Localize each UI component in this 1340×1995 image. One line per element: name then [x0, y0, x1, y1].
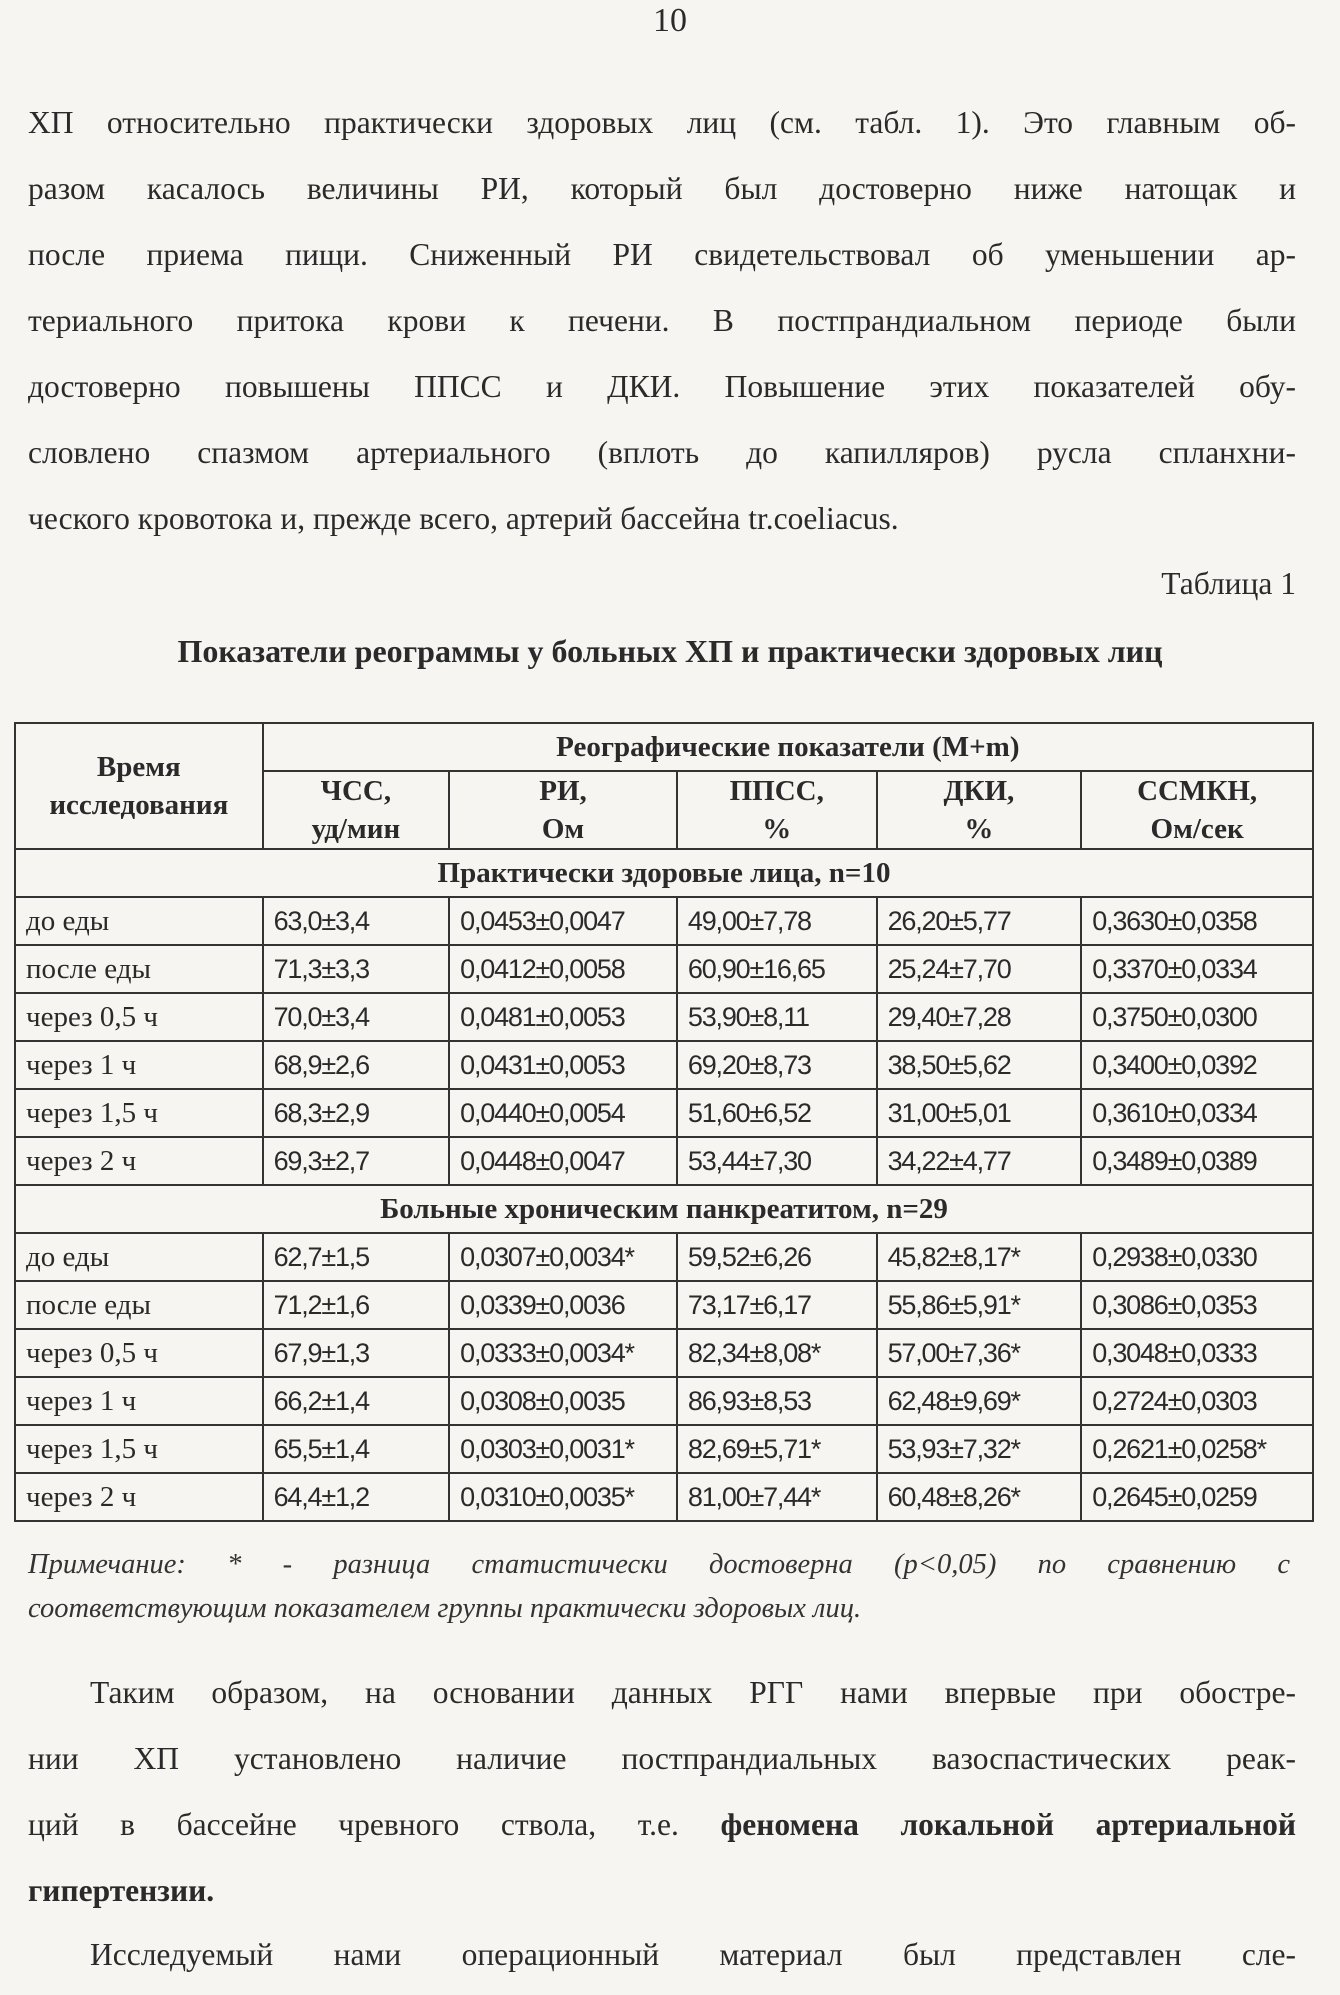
conclusion-paragraph [28, 1660, 1296, 1924]
value-cell: 0,0339±0,0036 [449, 1281, 677, 1329]
value-cell: 53,93±7,32* [877, 1425, 1082, 1473]
table-row [15, 993, 1313, 1041]
column-header [677, 771, 877, 849]
value-cell: 62,48±9,69* [877, 1377, 1082, 1425]
value-cell: 0,2938±0,0330 [1081, 1233, 1313, 1281]
value-cell: 0,0310±0,0035* [449, 1473, 677, 1521]
value-cell: 82,34±8,08* [677, 1329, 877, 1377]
value-cell: 0,3489±0,0389 [1081, 1137, 1313, 1185]
value-cell: 0,0333±0,0034* [449, 1329, 677, 1377]
value-cell: 66,2±1,4 [263, 1377, 450, 1425]
column-header [263, 771, 450, 849]
section-title: Практически здоровые лица, n=10 [15, 849, 1313, 897]
time-cell: после еды [15, 1281, 263, 1329]
value-cell: 70,0±3,4 [263, 993, 450, 1041]
table-row [15, 945, 1313, 993]
value-cell: 0,0307±0,0034* [449, 1233, 677, 1281]
value-cell: 68,9±2,6 [263, 1041, 450, 1089]
value-cell: 86,93±8,53 [677, 1377, 877, 1425]
value-cell: 57,00±7,36* [877, 1329, 1082, 1377]
value-cell: 62,7±1,5 [263, 1233, 450, 1281]
value-cell: 0,0453±0,0047 [449, 897, 677, 945]
value-cell: 0,3048±0,0333 [1081, 1329, 1313, 1377]
rheogram-table [14, 722, 1314, 1522]
table-title: Показатели реограммы у больных ХП и практически здоровых лиц [177, 633, 1163, 669]
value-cell: 0,3370±0,0334 [1081, 945, 1313, 993]
column-name: ЧСС, [320, 775, 392, 807]
table-row [15, 1137, 1313, 1185]
value-cell: 29,40±7,28 [877, 993, 1082, 1041]
paragraph-text: ций в бассейне чревного ствола, т.е. [28, 1807, 721, 1842]
value-cell: 53,44±7,30 [677, 1137, 877, 1185]
value-cell: 49,00±7,78 [677, 897, 877, 945]
time-cell: через 2 ч [15, 1137, 263, 1185]
column-name: РИ, [539, 775, 587, 807]
header-row [15, 723, 1313, 771]
value-cell: 68,3±2,9 [263, 1089, 450, 1137]
value-cell: 63,0±3,4 [263, 897, 450, 945]
value-cell: 0,3630±0,0358 [1081, 897, 1313, 945]
page-number: 10 [653, 2, 687, 39]
table-row [15, 897, 1313, 945]
value-cell: 0,0481±0,0053 [449, 993, 677, 1041]
value-cell: 64,4±1,2 [263, 1473, 450, 1521]
value-cell: 0,3400±0,0392 [1081, 1041, 1313, 1089]
table-row [15, 1281, 1313, 1329]
value-cell: 0,0448±0,0047 [449, 1137, 677, 1185]
section-title: Больные хроническим панкреатитом, n=29 [15, 1185, 1313, 1233]
table-row [15, 1233, 1313, 1281]
value-cell: 55,86±5,91* [877, 1281, 1082, 1329]
value-cell: 25,24±7,70 [877, 945, 1082, 993]
header-line: Время [96, 751, 181, 783]
value-cell: 60,90±16,65 [677, 945, 877, 993]
time-cell: через 0,5 ч [15, 1329, 263, 1377]
table-caption: Таблица 1 [1161, 566, 1296, 601]
next-paragraph [28, 1922, 1296, 1988]
column-header [877, 771, 1082, 849]
value-cell: 0,2621±0,0258* [1081, 1425, 1313, 1473]
value-cell: 81,00±7,44* [677, 1473, 877, 1521]
emphasis-text: феномена локальной артериальной [720, 1807, 1296, 1842]
value-cell: 69,3±2,7 [263, 1137, 450, 1185]
table-row [15, 1425, 1313, 1473]
value-cell: 0,3086±0,0353 [1081, 1281, 1313, 1329]
time-cell: до еды [15, 1233, 263, 1281]
time-cell: до еды [15, 897, 263, 945]
value-cell: 0,2645±0,0259 [1081, 1473, 1313, 1521]
value-cell: 71,2±1,6 [263, 1281, 450, 1329]
table-row [15, 1473, 1313, 1521]
column-unit: % [762, 813, 792, 845]
table-row [15, 1377, 1313, 1425]
paragraph-line: ческого кровотока и, прежде всего, артерий бассейна tr.coeliacus. [28, 501, 899, 536]
intro-paragraph [28, 90, 1296, 552]
value-cell: 0,0412±0,0058 [449, 945, 677, 993]
paragraph-line: Исследуемый нами операционный материал был представлен сле- [90, 1937, 1296, 1972]
value-cell: 69,20±8,73 [677, 1041, 877, 1089]
time-cell: через 1 ч [15, 1041, 263, 1089]
table-row [15, 1329, 1313, 1377]
value-cell: 51,60±6,52 [677, 1089, 877, 1137]
section-row [15, 1185, 1313, 1233]
value-cell: 59,52±6,26 [677, 1233, 877, 1281]
value-cell: 0,2724±0,0303 [1081, 1377, 1313, 1425]
value-cell: 34,22±4,77 [877, 1137, 1082, 1185]
value-cell: 0,0303±0,0031* [449, 1425, 677, 1473]
column-unit: % [964, 813, 994, 845]
section-row [15, 849, 1313, 897]
time-cell: через 0,5 ч [15, 993, 263, 1041]
time-cell: после еды [15, 945, 263, 993]
paragraph-line: словлено спазмом артериального (вплоть до капилляров) русла спланхни- [28, 435, 1296, 470]
paragraph-line: достоверно повышены ППСС и ДКИ. Повышение этих показателей обу- [28, 369, 1296, 404]
group-header: Реографические показатели (М+m) [263, 723, 1313, 771]
paragraph-line: териального притока крови к печени. В постпрандиальном периоде были [28, 303, 1296, 338]
column-header [449, 771, 677, 849]
column-name: ДКИ, [943, 775, 1015, 807]
note-line: соответствующим показателем группы практически здоровых лиц. [28, 1593, 862, 1624]
value-cell: 0,3750±0,0300 [1081, 993, 1313, 1041]
column-name: ППСС, [729, 775, 824, 807]
emphasis-text: гипертензии. [28, 1873, 215, 1908]
header-line: исследования [49, 789, 229, 821]
value-cell: 60,48±8,26* [877, 1473, 1082, 1521]
table-row [15, 1089, 1313, 1137]
paragraph-line: нии ХП установлено наличие постпрандиальных вазоспастических реак- [28, 1741, 1296, 1776]
paragraph-line: ХП относительно практически здоровых лиц (см. табл. 1). Это главным об- [28, 105, 1296, 140]
column-unit: уд/мин [311, 813, 401, 845]
paragraph-line: Таким образом, на основании данных РГГ нами впервые при обостре- [90, 1675, 1296, 1710]
value-cell: 53,90±8,11 [677, 993, 877, 1041]
value-cell: 0,0431±0,0053 [449, 1041, 677, 1089]
value-cell: 65,5±1,4 [263, 1425, 450, 1473]
value-cell: 0,0308±0,0035 [449, 1377, 677, 1425]
column-name: ССМКН, [1137, 775, 1258, 807]
column-unit: Ом/сек [1150, 813, 1244, 845]
time-cell: через 1 ч [15, 1377, 263, 1425]
paragraph-line [28, 1792, 1296, 1858]
time-cell: через 2 ч [15, 1473, 263, 1521]
paragraph-line: разом касалось величины РИ, который был достоверно ниже натощак и [28, 171, 1296, 206]
table-note [28, 1543, 1290, 1631]
value-cell: 26,20±5,77 [877, 897, 1082, 945]
value-cell: 82,69±5,71* [677, 1425, 877, 1473]
value-cell: 31,00±5,01 [877, 1089, 1082, 1137]
paragraph-line: после приема пищи. Сниженный РИ свидетельствовал об уменьшении ар- [28, 237, 1296, 272]
column-unit: Ом [541, 813, 585, 845]
value-cell: 38,50±5,62 [877, 1041, 1082, 1089]
value-cell: 0,3610±0,0334 [1081, 1089, 1313, 1137]
value-cell: 67,9±1,3 [263, 1329, 450, 1377]
value-cell: 45,82±8,17* [877, 1233, 1082, 1281]
value-cell: 71,3±3,3 [263, 945, 450, 993]
time-column-header [15, 723, 263, 849]
time-cell: через 1,5 ч [15, 1089, 263, 1137]
column-header [1081, 771, 1313, 849]
value-cell: 0,0440±0,0054 [449, 1089, 677, 1137]
note-line: Примечание: * - разница статистически достоверна (p<0,05) по сравнению с [28, 1549, 1290, 1580]
table-row [15, 1041, 1313, 1089]
time-cell: через 1,5 ч [15, 1425, 263, 1473]
value-cell: 73,17±6,17 [677, 1281, 877, 1329]
